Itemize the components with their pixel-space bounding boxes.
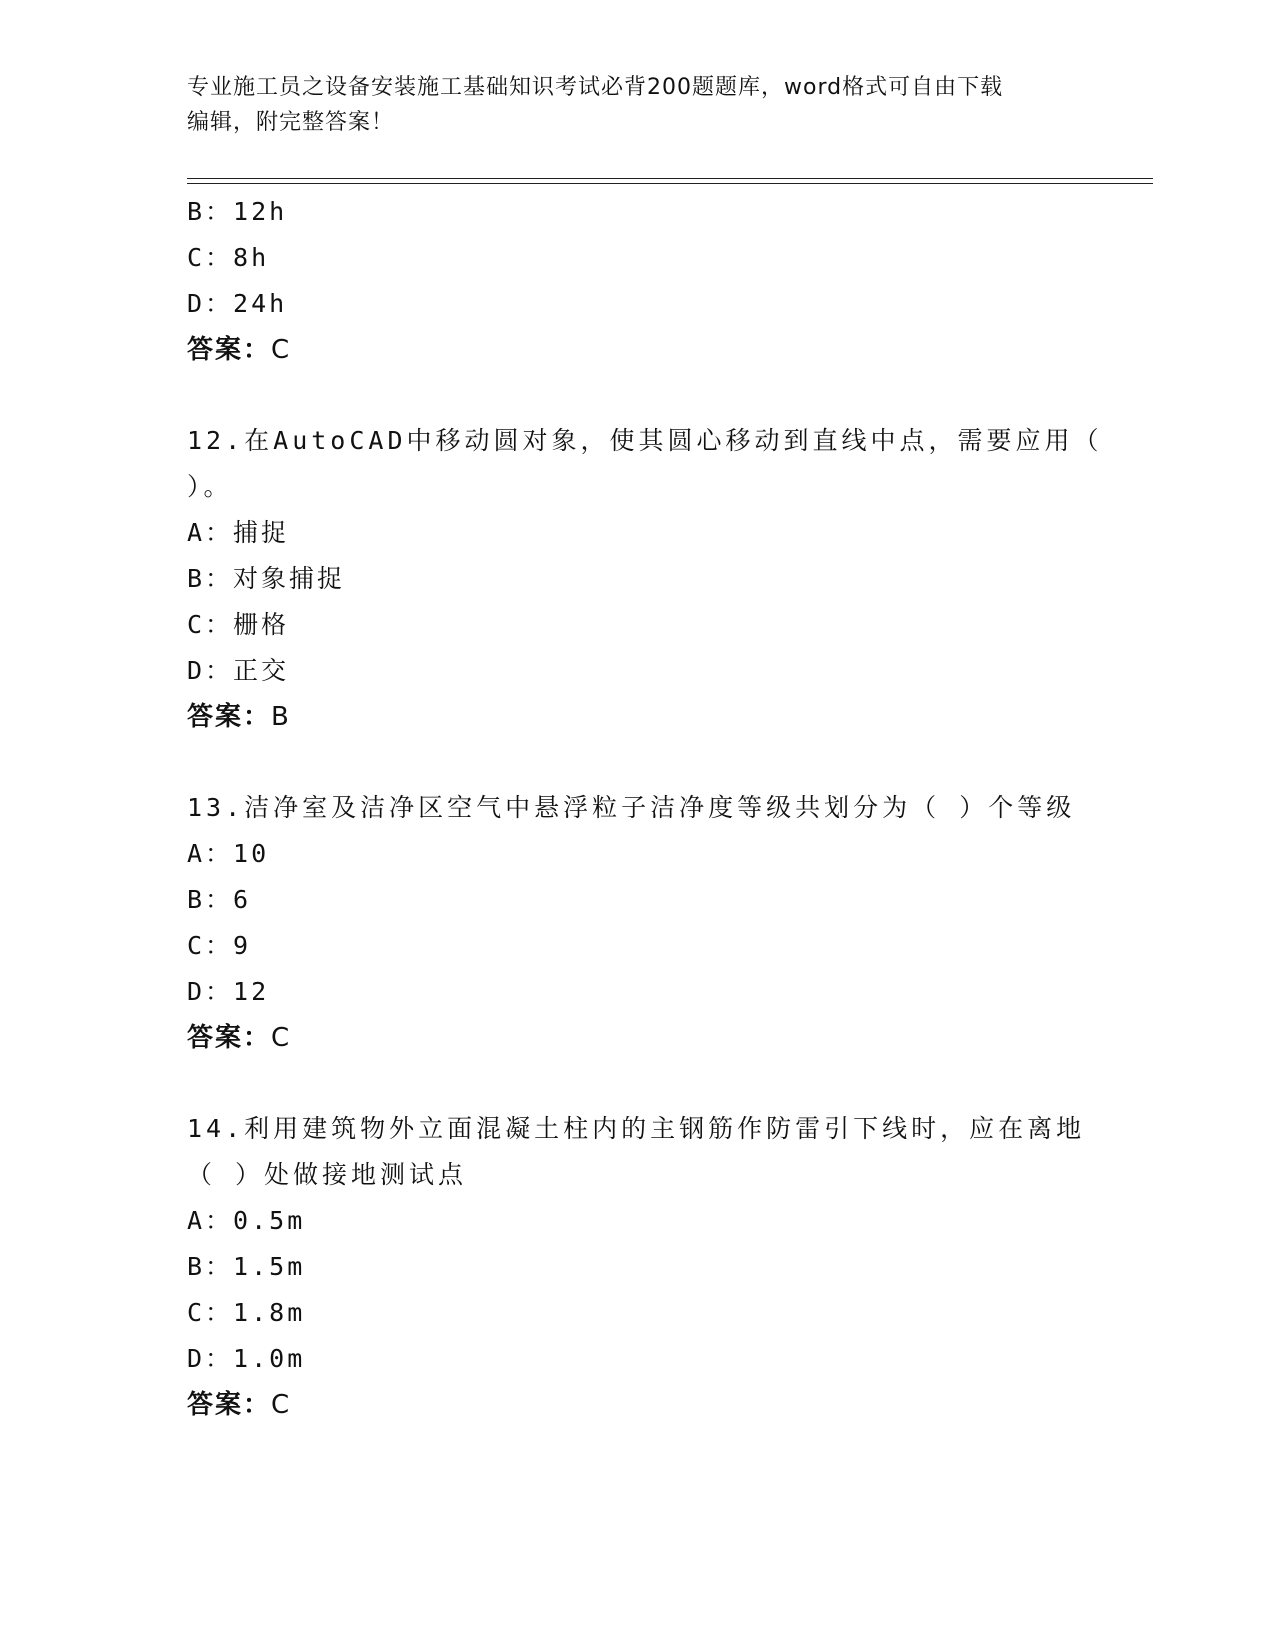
option-d: D：12 [187, 977, 270, 1006]
header-line-1: 专业施工员之设备安装施工基础知识考试必背200题题库，word格式可自由下载 [187, 75, 1004, 100]
question-text [187, 785, 1087, 831]
option-b: B：6 [187, 885, 252, 914]
option-c: C：栅格 [187, 610, 290, 639]
answer-line [187, 327, 1087, 373]
answer-value: C [271, 1390, 292, 1420]
answer-label: 答案： [187, 1390, 272, 1420]
header-line-2: 编辑，附完整答案！ [187, 110, 395, 135]
answer-value: C [271, 1023, 292, 1053]
option-a: A：10 [187, 839, 270, 868]
question-line: 14.利用建筑物外立面混凝土柱内的主钢筋作防雷引下线时，应在离地 [187, 1114, 1086, 1143]
question-line: （ ）处做接地测试点 [187, 1160, 468, 1189]
answer-line [187, 1382, 1087, 1428]
option-d: D：正交 [187, 656, 290, 685]
option-a: A：捕捉 [187, 518, 290, 547]
question-line: 12.在AutoCAD中移动圆对象，使其圆心移动到直线中点，需要应用（ [187, 426, 1103, 455]
question-block-11-partial [187, 189, 1087, 373]
answer-value: C [271, 335, 292, 365]
question-line: 13.洁净室及洁净区空气中悬浮粒子洁净度等级共划分为（ ）个等级 [187, 793, 1076, 822]
answer-label: 答案： [187, 702, 272, 732]
option-c: C：9 [187, 931, 252, 960]
document-header [187, 70, 1087, 140]
question-text [187, 1106, 1087, 1198]
option-d: D：1.0m [187, 1344, 306, 1373]
answer-value: B [271, 702, 291, 732]
option-a: A：0.5m [187, 1206, 306, 1235]
header-divider-bottom [187, 183, 1153, 184]
question-block-14 [187, 1106, 1087, 1428]
question-text [187, 418, 1103, 510]
option-b: B：12h [187, 197, 288, 226]
question-block-13 [187, 785, 1087, 1061]
question-line: ）。 [187, 472, 233, 501]
answer-line [187, 1015, 1087, 1061]
header-divider-top [187, 178, 1153, 179]
option-b: B：1.5m [187, 1252, 306, 1281]
question-block-12 [187, 418, 1103, 740]
answer-label: 答案： [187, 1023, 272, 1053]
option-b: B：对象捕捉 [187, 564, 346, 593]
option-c: C：1.8m [187, 1298, 306, 1327]
question-list [187, 189, 1103, 1428]
answer-label: 答案： [187, 335, 272, 365]
option-c: C：8h [187, 243, 270, 272]
answer-line [187, 694, 1087, 740]
option-d: D：24h [187, 289, 288, 318]
